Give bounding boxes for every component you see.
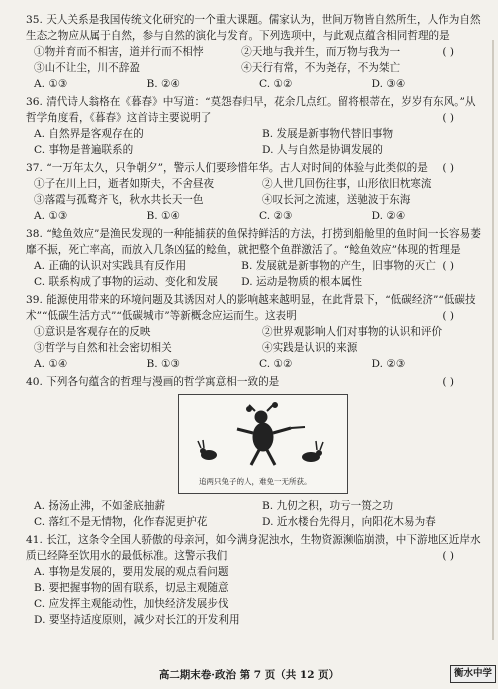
option-b[interactable]: B. 发展就是新事物的产生，旧事物的灭亡 — [241, 260, 436, 272]
option-c[interactable]: C. 事物是普遍联系的 — [34, 144, 134, 156]
question-stem: 37. “一万年太久，只争朝夕”，警示人们要珍惜年华。古人对时间的体验与此类似的是 ( ) — [26, 162, 454, 174]
statement-item: ②世界观影响人们对事物的认识和评价 — [262, 326, 443, 338]
option-list — [34, 258, 442, 290]
question-40 — [26, 374, 484, 530]
statement-item: ①意识是客观存在的反映 — [34, 326, 151, 338]
option-b[interactable]: B. 要把握事物的固有联系，切忌主观随意 — [34, 582, 229, 594]
answer-paren[interactable]: ( ) — [442, 46, 454, 58]
question-stem: 36. 清代诗人翁格在《暮春》中写道：“莫怨春归早，花余几点红。留将根蒂在，岁岁有东风。”从哲学角度看，《暮春》这首诗主要说明了 ( ) — [26, 96, 476, 124]
answer-paren[interactable]: ( ) — [442, 310, 454, 322]
statement-item: ③落霞与孤鹜齐飞，秋水共长天一色 — [34, 194, 204, 206]
option-c[interactable]: C. 应发挥主观能动性，加快经济发展步伐 — [34, 598, 229, 610]
option-d[interactable]: D. ②③ — [371, 358, 406, 370]
option-c[interactable]: C. 落红不是无情物，化作春泥更护花 — [34, 516, 208, 528]
answer-paren[interactable]: ( ) — [442, 550, 454, 562]
option-b[interactable]: B. ①④ — [146, 210, 181, 222]
statement-list — [34, 44, 442, 76]
statement-item: ④天行有常，不为尧存，不为桀亡 — [241, 62, 401, 74]
question-stem: 40. 下列各句蕴含的哲理与漫画的哲学寓意相一致的是 ( ) — [26, 376, 454, 388]
option-a[interactable]: A. ①④ — [34, 358, 68, 370]
option-list — [34, 126, 484, 158]
option-a[interactable]: A. 自然界是客观存在的 — [34, 128, 144, 140]
option-a[interactable]: A. 扬汤止沸，不如釜底抽薪 — [34, 500, 165, 512]
page-footer: 高二期末卷·政治 第 7 页（共 12 页） — [158, 669, 340, 681]
question-37 — [26, 160, 484, 224]
option-b[interactable]: B. ②④ — [146, 78, 181, 90]
option-d[interactable]: D. 人与自然是协调发展的 — [262, 144, 383, 156]
option-d[interactable]: D. 要坚持适度原则，减少对长江的开发利用 — [34, 614, 240, 626]
question-38 — [26, 226, 484, 290]
option-c[interactable]: C. ①② — [259, 358, 293, 370]
question-stem: 39. 能源使用带来的环境问题及其诱因对人的影响越来越明显，在此背景下，“低碳经济”“低碳技术”“低碳生活方式”“低碳城市”等新概念应运而生。这表明 ( ) — [26, 294, 476, 322]
question-stem: 38. “鲶鱼效应”是渔民发现的一种能捕获的鱼保持鲜活的方法，打捞到船舱里的鱼时间一长容易萎靡不振，死亡率高，而放入几条凶猛的鲶鱼，就把整个鱼群激活了。“鲶鱼效应”体现的哲理是 ( ) — [26, 228, 481, 272]
rabbit-left-figure — [198, 440, 217, 460]
option-c[interactable]: C. ②③ — [259, 210, 293, 222]
option-list — [34, 498, 484, 530]
statement-item: ④实践是认识的来源 — [262, 342, 358, 354]
option-list — [34, 356, 484, 372]
answer-paren[interactable]: ( ) — [442, 376, 454, 388]
cartoon-illustration — [178, 394, 348, 494]
statement-item: ②天地与我并生，而万物与我为一 — [241, 46, 401, 58]
cartoon-caption: 追两只兔子的人，难免一无所获。 — [199, 477, 312, 486]
statement-item: ①子在川上曰，逝者如斯夫，不舍昼夜 — [34, 178, 215, 190]
option-list — [34, 208, 484, 224]
option-d[interactable]: D. 运动是物质的根本属性 — [241, 276, 362, 288]
option-d[interactable]: D. 近水楼台先得月，向阳花木易为春 — [262, 516, 436, 528]
option-d[interactable]: D. ③④ — [371, 78, 406, 90]
question-stem: 41. 长江，这条令全国人骄傲的母亲河，如今满身泥浊水，生物资源濒临崩溃，中下游地区近岸水质已经降至饮用水的最低标准。这警示我们 ( ) — [26, 534, 481, 562]
page-edge-shadow — [492, 40, 494, 640]
option-b[interactable]: B. ①③ — [146, 358, 181, 370]
question-39 — [26, 292, 484, 372]
option-list — [34, 564, 484, 628]
answer-paren[interactable]: ( ) — [442, 112, 454, 124]
option-a[interactable]: A. ①③ — [34, 78, 68, 90]
question-36 — [26, 94, 484, 158]
statement-item: ④叹长河之流速，送驰波于东海 — [262, 194, 411, 206]
option-b[interactable]: B. 发展是新事物代替旧事物 — [262, 128, 394, 140]
question-41 — [26, 532, 484, 628]
option-list — [34, 76, 484, 92]
statement-item: ①物并育而不相害，道并行而不相悖 — [34, 46, 204, 58]
question-35 — [26, 12, 484, 92]
statement-list — [34, 324, 484, 356]
school-stamp: 衡水中学 — [450, 665, 496, 683]
hunter-figure — [237, 403, 305, 466]
option-a[interactable]: A. 事物是发展的，要用发展的观点看问题 — [34, 566, 229, 578]
option-a[interactable]: A. ①③ — [34, 210, 68, 222]
option-c[interactable]: C. 联系构成了事物的运动、变化和发展 — [34, 276, 218, 288]
answer-paren[interactable]: ( ) — [442, 162, 454, 174]
statement-item: ③哲学与自然和社会密切相关 — [34, 342, 172, 354]
option-b[interactable]: B. 九仞之积，功亏一篑之功 — [262, 500, 394, 512]
option-d[interactable]: D. ②④ — [371, 210, 406, 222]
option-c[interactable]: C. ①② — [259, 78, 293, 90]
rabbit-right-figure — [302, 441, 323, 462]
statement-item: ③山不让尘，川不辞盈 — [34, 62, 140, 74]
question-stem: 35. 天人关系是我国传统文化研究的一个重大课题。儒家认为，世间万物皆自然所生，人作为自然生态之物应从属于自然，参与自然的演化与发育。下列选项中，与此观点蕴含相同哲理的是 ( ) — [26, 14, 481, 58]
option-a[interactable]: A. 正确的认识对实践具有反作用 — [34, 260, 187, 272]
statement-item: ②人世几回伤往事，山形依旧枕寒流 — [262, 178, 432, 190]
answer-paren[interactable]: ( ) — [442, 260, 454, 272]
statement-list — [34, 176, 484, 208]
